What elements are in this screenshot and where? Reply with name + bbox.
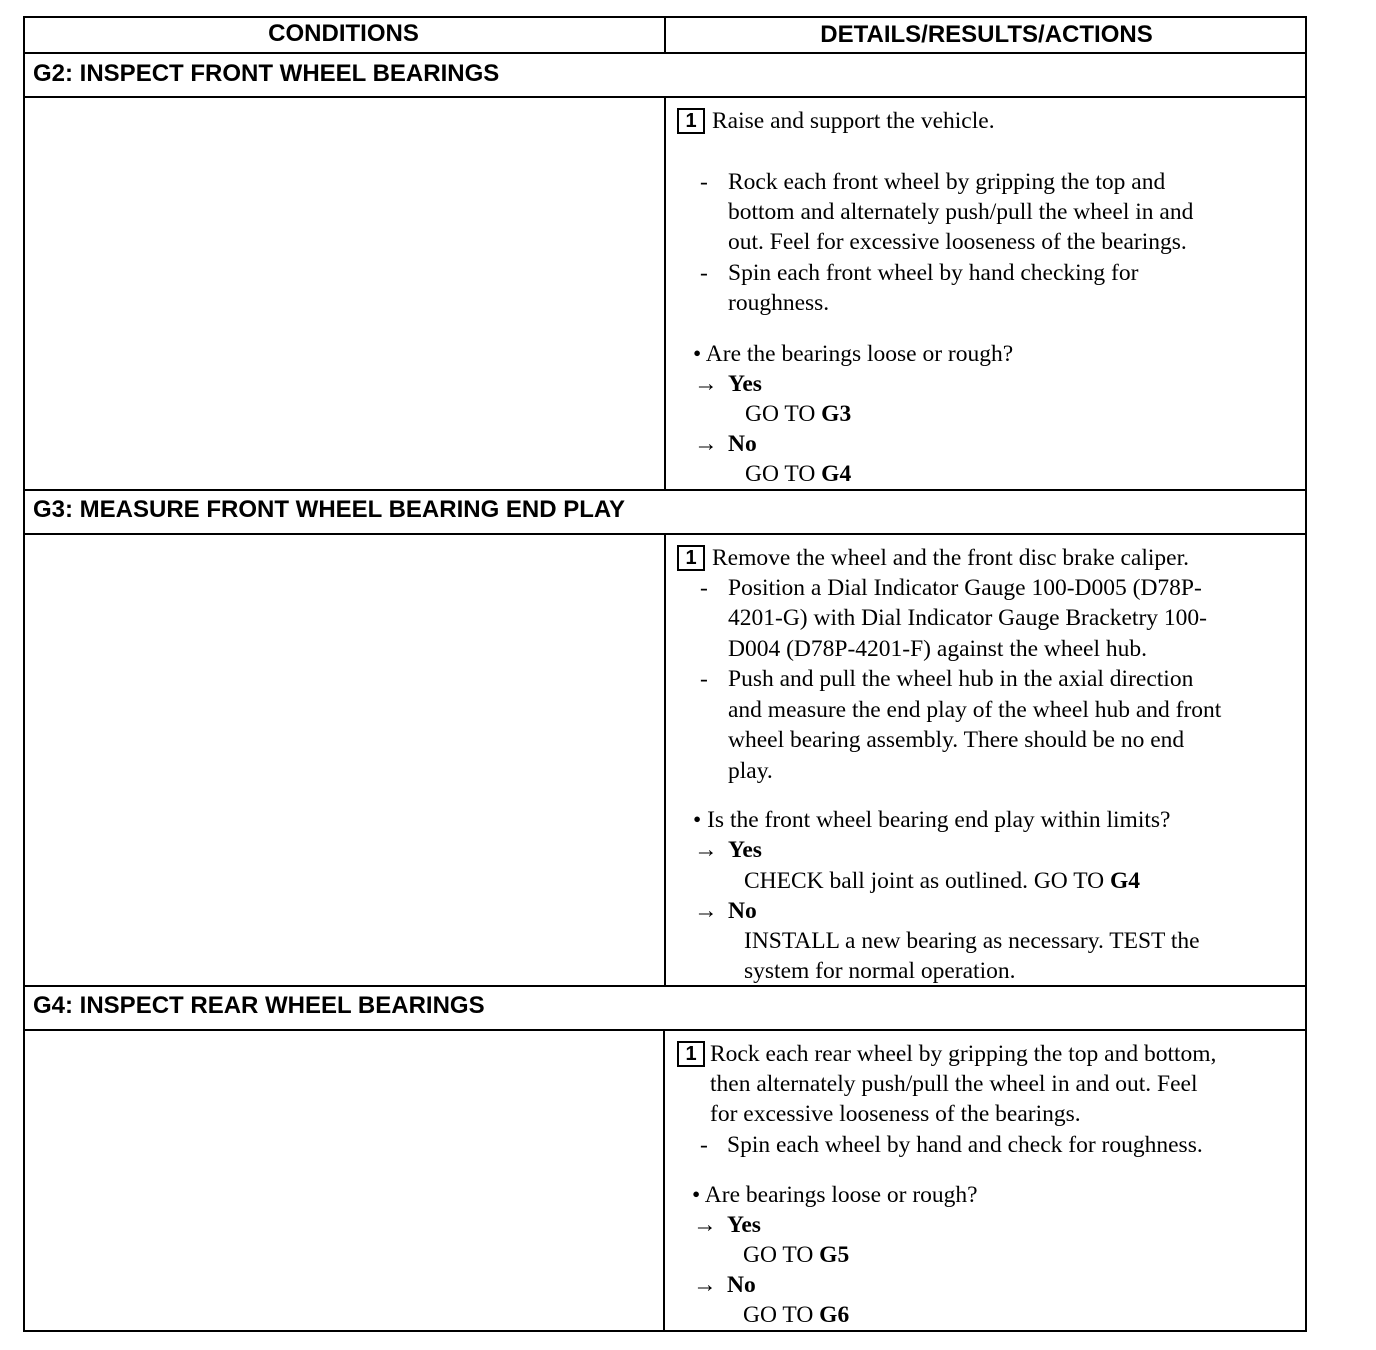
question-text: • Is the front wheel bearing end play within limits? [693,807,1171,833]
step-number-badge: 1 [677,108,705,134]
no-arrow: → [693,1272,717,1298]
bullet-line: wheel bearing assembly. There should be no end [728,727,1185,753]
bullet-line: Rock each front wheel by gripping the top and [728,169,1166,195]
dash-marker: - [700,169,708,195]
no-action: GO TO G6 [743,1302,850,1328]
yes-arrow: → [694,371,718,397]
question-text: • Are the bearings loose or rough? [693,341,1014,367]
no-label: No [727,1272,756,1298]
no-action: GO TO G4 [745,461,852,487]
no-action: system for normal operation. [744,958,1016,984]
bullet-line: Spin each wheel by hand and check for roughness. [727,1132,1203,1158]
no-action: INSTALL a new bearing as necessary. TEST the [744,928,1200,954]
step-text: Raise and support the vehicle. [712,108,995,134]
step-text: Remove the wheel and the front disc brake caliper. [712,545,1189,571]
bullet-line: Push and pull the wheel hub in the axial direction [728,666,1194,692]
bullet-line: Position a Dial Indicator Gauge 100-D005 (D78P- [728,575,1202,601]
bullet-line: D004 (D78P-4201-F) against the wheel hub. [728,636,1148,662]
question-text: • Are bearings loose or rough? [692,1182,978,1208]
dash-marker: - [700,260,708,286]
column-divider [663,1029,665,1332]
section-title-g3: G3: MEASURE FRONT WHEEL BEARING END PLAY [33,496,626,523]
yes-action: CHECK ball joint as outlined. GO TO G4 [744,868,1141,894]
step-number-badge: 1 [677,1041,705,1067]
bullet-line: play. [728,758,773,784]
bullet-line: roughness. [728,290,830,316]
dash-marker: - [700,1132,708,1158]
yes-arrow: → [693,1212,717,1238]
step-text: for excessive looseness of the bearings. [710,1101,1081,1127]
row-divider [23,1029,1307,1031]
dash-marker: - [700,575,708,601]
bullet-line: 4201-G) with Dial Indicator Gauge Bracketry 100- [728,605,1207,631]
bullet-line: out. Feel for excessive looseness of the bearings. [728,229,1187,255]
yes-label: Yes [728,371,762,397]
step-number-badge: 1 [677,545,705,571]
section-title-g4: G4: INSPECT REAR WHEEL BEARINGS [33,992,485,1019]
step-text: Rock each rear wheel by gripping the top and bottom, [710,1041,1217,1067]
section-title-g2: G2: INSPECT FRONT WHEEL BEARINGS [33,60,500,87]
yes-action: GO TO G3 [745,401,852,427]
no-label: No [728,431,757,457]
yes-arrow: → [694,837,718,863]
column-divider [664,96,666,490]
yes-action: GO TO G5 [743,1242,850,1268]
bullet-line: and measure the end play of the wheel hub and front [728,697,1222,723]
details-header: DETAILS/RESULTS/ACTIONS [820,21,1153,48]
no-label: No [728,898,757,924]
dash-marker: - [700,666,708,692]
bullet-line: Spin each front wheel by hand checking for [728,260,1139,286]
yes-label: Yes [727,1212,761,1238]
no-arrow: → [694,898,718,924]
column-divider [664,533,666,986]
conditions-header: CONDITIONS [268,20,419,47]
yes-label: Yes [728,837,762,863]
step-text: then alternately push/pull the wheel in and out. Feel [710,1071,1198,1097]
no-arrow: → [694,431,718,457]
bullet-line: bottom and alternately push/pull the wheel in and [728,199,1194,225]
diagnostic-table [23,16,1307,1332]
